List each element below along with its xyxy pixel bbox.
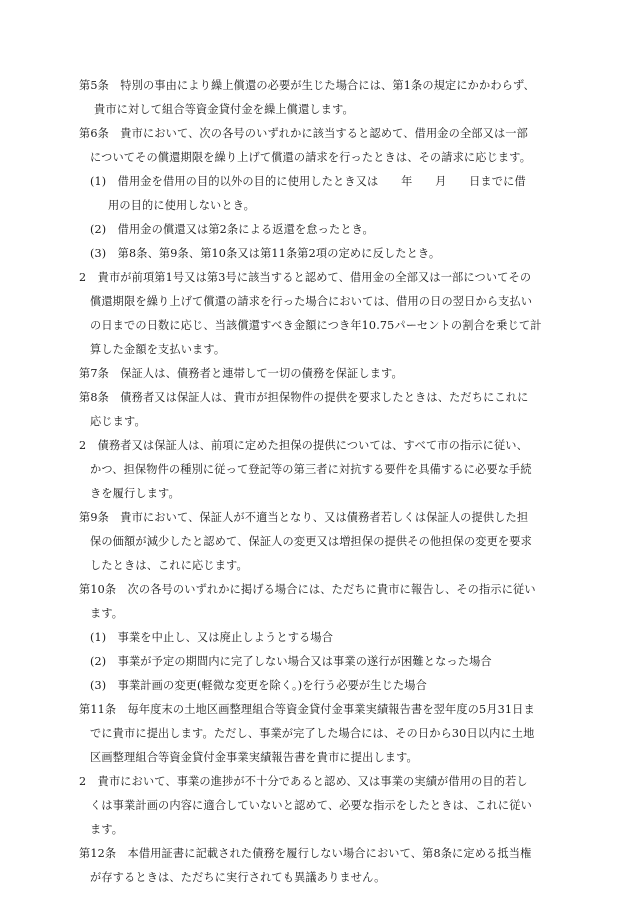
article-6-para-2-line-2: 償還期限を繰り上げて償還の請求を行った場合においては、借用の日の翌日から支払い: [90, 295, 533, 308]
article-9-line-1: 第9条 貴市において、保証人が不適当となり、又は債務者若しくは保証人の提供した担: [79, 511, 529, 524]
article-6-item-3: (3) 第8条、第9条、第10条又は第11条第2項の定めに反したとき。: [90, 247, 441, 260]
article-11-para-2-line-1: 2 貴市において、事業の進捗が不十分であると認め、又は事業の実績が借用の目的若し: [79, 775, 528, 788]
article-7: 第7条 保証人は、債務者と連帯して一切の債務を保証します。: [79, 367, 403, 380]
article-10-line-2: ます。: [90, 607, 124, 620]
article-8-para-2-line-3: きを履行します。: [90, 487, 180, 500]
article-6-item-1-line-1: (1) 借用金を借用の目的以外の目的に使用したとき又は 年 月 日までに借: [90, 175, 526, 188]
article-8-para-2-line-1: 2 債務者又は保証人は、前項に定めた担保の提供については、すべて市の指示に従い、: [79, 439, 528, 452]
article-6-para-2-line-1: 2 貴市が前項第1号又は第3号に該当すると認めて、借用金の全部又は一部についてその: [79, 271, 532, 284]
article-11-line-2: でに貴市に提出します。ただし、事業が完了した場合には、その日から30日以内に土地: [90, 727, 535, 740]
article-6-item-2: (2) 借用金の償還又は第2条による返還を怠ったとき。: [90, 223, 374, 236]
article-6-para-2-line-3: の日までの日数に応じ、当該償還すべき金額につき年10.75パーセントの割合を乗じて計: [90, 319, 542, 332]
article-11-line-3: 区画整理組合等資金貸付金事業実績報告書を貴市に提出します。: [90, 751, 418, 764]
article-5-line-2: 貴市に対して組合等資金貸付金を繰上償還します。: [94, 103, 354, 116]
article-11-para-2-line-2: くは事業計画の内容に適合していないと認めて、必要な指示をしたときは、これに従い: [90, 799, 532, 812]
article-12-line-2: が存するときは、ただちに実行されても異議ありません。: [90, 871, 386, 884]
article-6-line-1: 第6条 貴市において、次の各号のいずれかに該当すると認めて、借用金の全部又は一部: [79, 127, 528, 140]
article-8-para-2-line-2: かつ、担保物件の種別に従って登記等の第三者に対抗する要件を具備するに必要な手続: [90, 463, 532, 476]
article-10-item-3: (3) 事業計画の変更(軽微な変更を除く。)を行う必要が生じた場合: [90, 679, 427, 692]
article-11-line-1: 第11条 毎年度末の土地区画整理組合等資金貸付金事業実績報告書を翌年度の5月31日ま: [79, 703, 535, 716]
article-8-line-1: 第8条 債務者又は保証人は、貴市が担保物件の提供を要求したときは、ただちにこれに: [79, 391, 529, 404]
article-10-item-2: (2) 事業が予定の期間内に完了しない場合又は事業の遂行が困難となった場合: [90, 655, 492, 668]
article-10-line-1: 第10条 次の各号のいずれかに掲げる場合には、ただちに貴市に報告し、その指示に従い: [79, 583, 536, 596]
article-5-line-1: 第5条 特別の事由により繰上償還の必要が生じた場合には、第1条の規定にかかわらず、: [79, 79, 535, 92]
article-9-line-3: したときは、これに応じます。: [90, 559, 248, 572]
article-6-para-2-line-4: 算した金額を支払います。: [90, 343, 226, 356]
article-8-line-2: 応じます。: [90, 415, 146, 428]
article-11-para-2-line-3: ます。: [90, 823, 124, 836]
article-10-item-1: (1) 事業を中止し、又は廃止しようとする場合: [90, 631, 334, 644]
article-6-line-2: についてその償還期限を繰り上げて償還の請求を行ったときは、その請求に応じます。: [90, 151, 532, 164]
article-12-line-1: 第12条 本借用証書に記載された債務を履行しない場合において、第8条に定める抵当権: [79, 847, 532, 860]
article-6-item-1-line-2: 用の目的に使用しないとき。: [108, 199, 255, 212]
article-9-line-2: 保の価額が減少したと認めて、保証人の変更又は増担保の提供その他担保の変更を要求: [90, 535, 532, 548]
